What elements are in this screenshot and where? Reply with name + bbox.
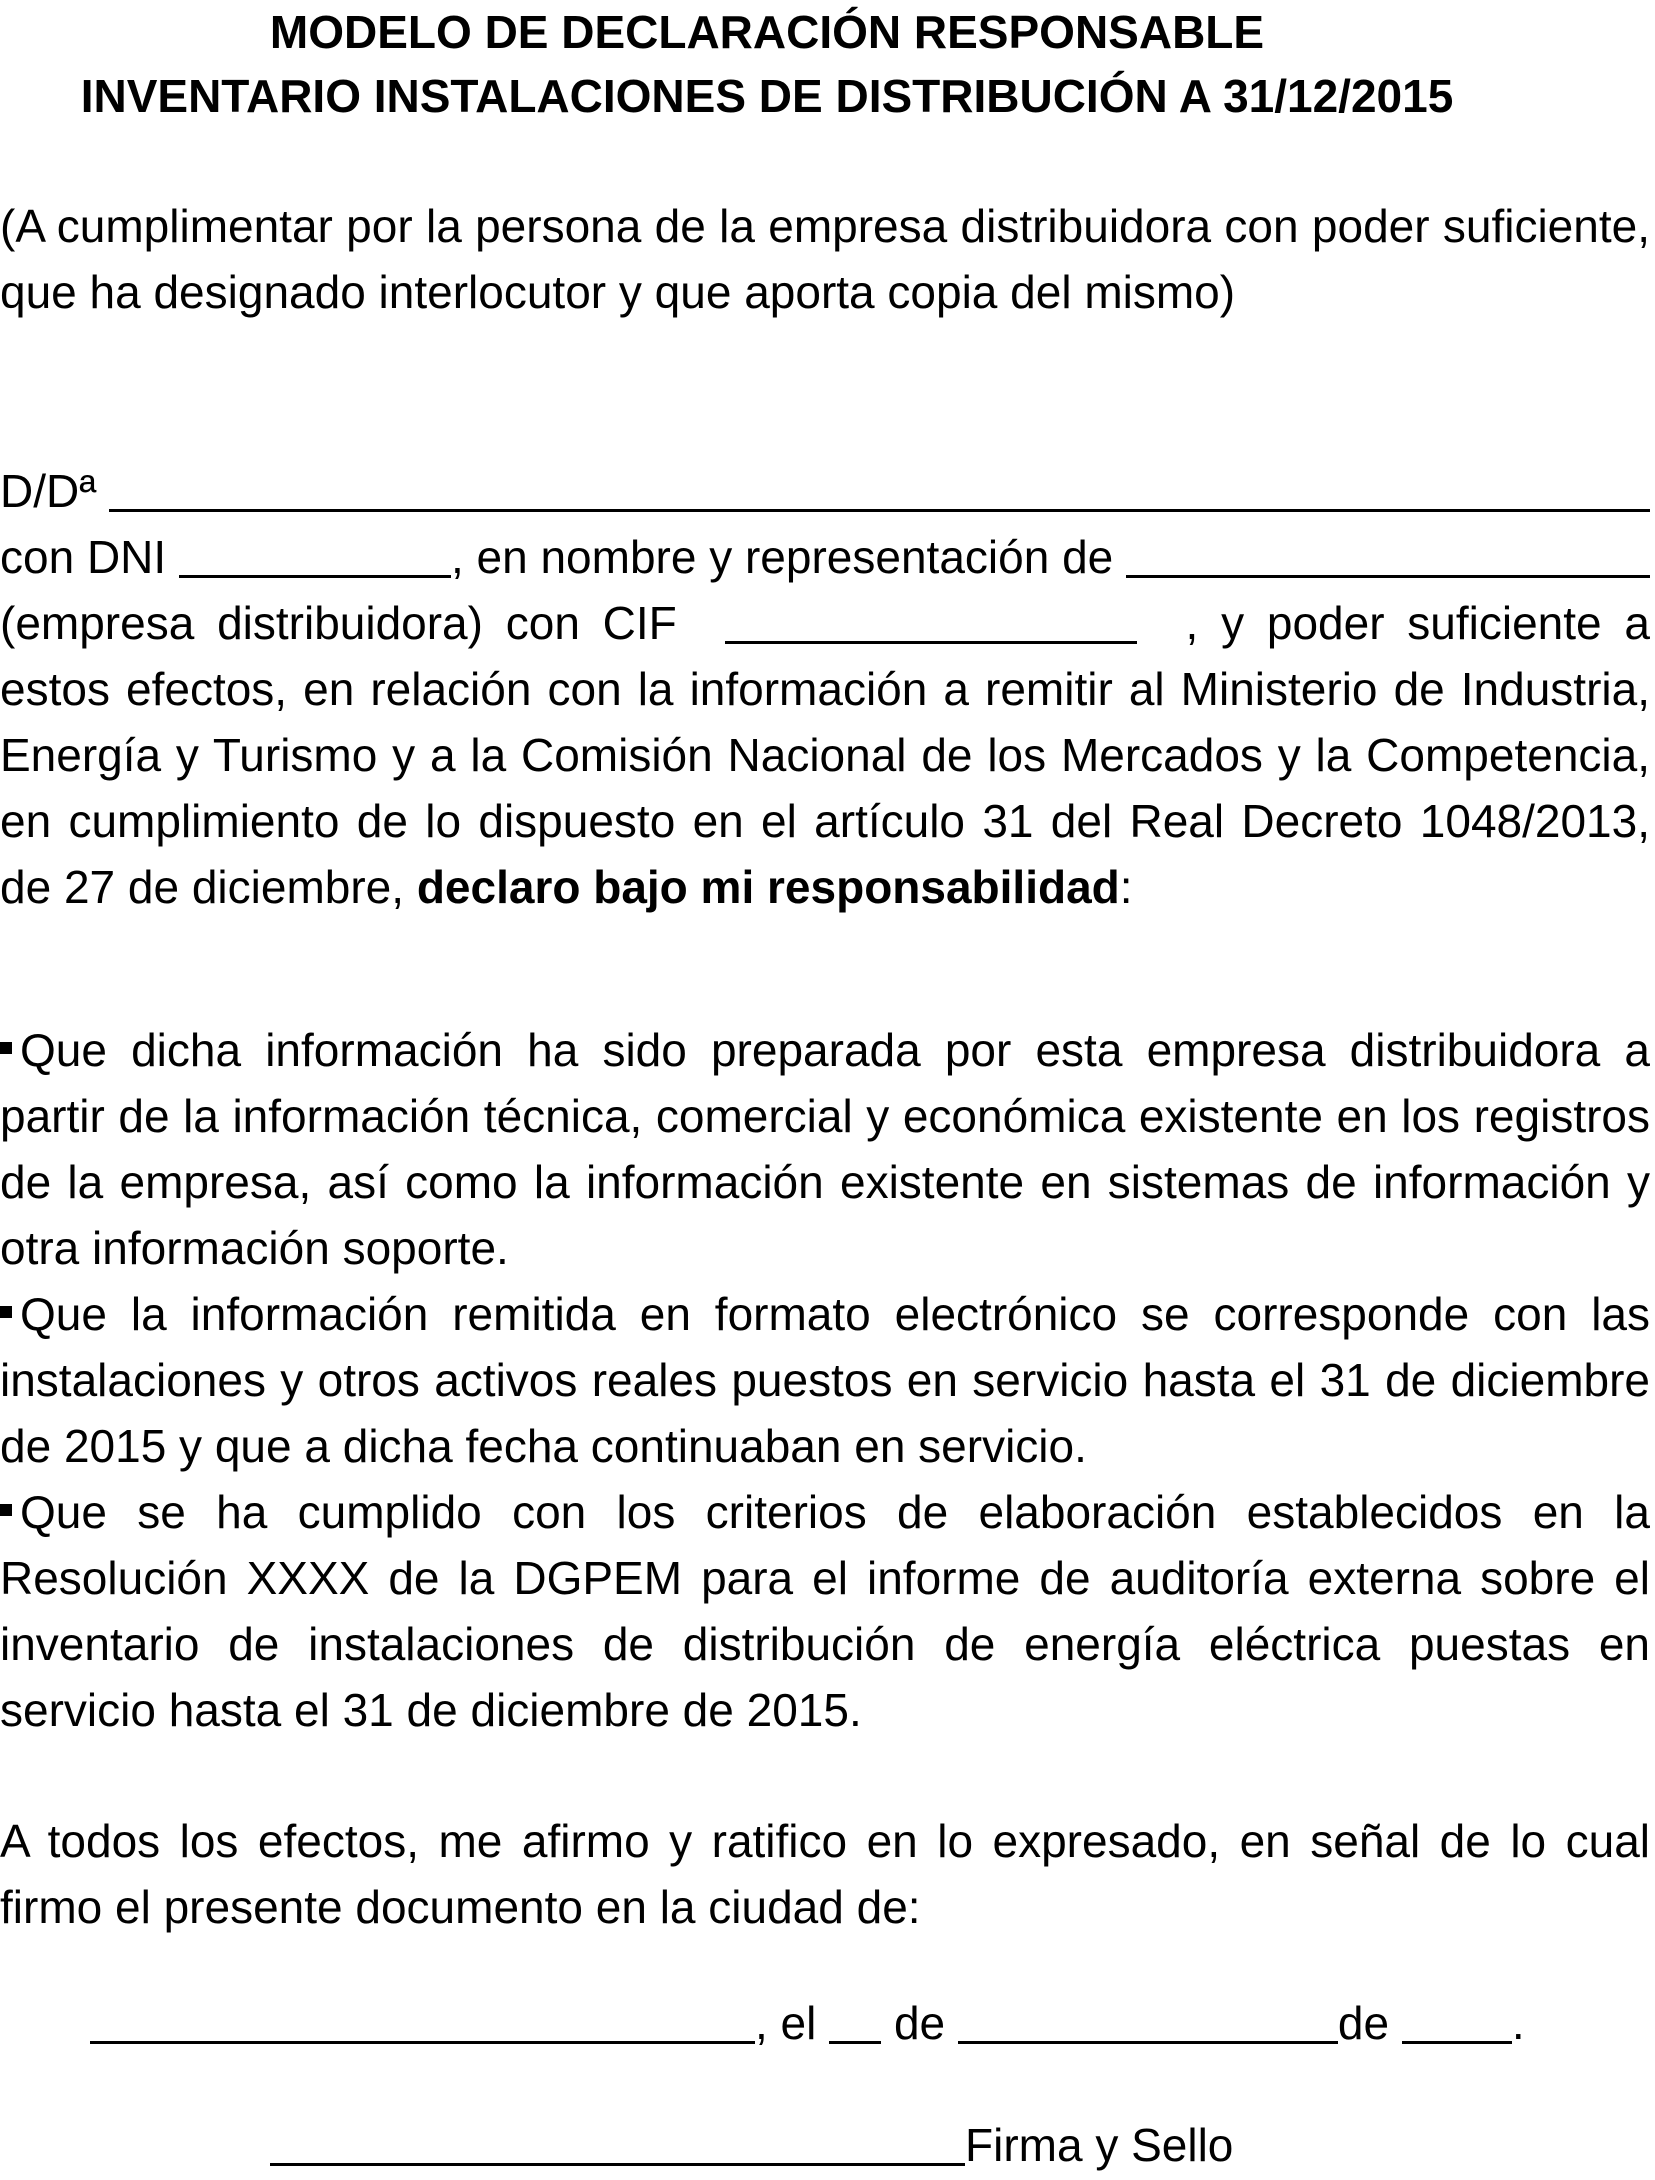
month-blank-field[interactable] [958,1995,1338,2044]
declaration-body-text: estos efectos, en relación con la información a remitir al Ministerio de Industria, Energía y Turismo y a la Comisión Nacional de los Mercados y la Competencia, en cumplimiento de lo dispuesto en el artículo 31 del Real Decreto 1048/2013, de 27 de diciembre, [0,663,1650,913]
name-row [0,458,1650,524]
dni-label: con DNI [0,531,167,583]
document-title-line-1: MODELO DE DECLARACIÓN RESPONSABLE [269,6,1265,58]
place-date-line [90,1990,1570,2056]
signature-label: Firma y Sello [965,2119,1234,2171]
dni-blank-field[interactable] [179,529,451,578]
declaration-end-colon: : [1119,861,1133,913]
square-bullet-icon [0,1504,12,1516]
name-blank-field[interactable] [109,463,1650,512]
dni-row [0,524,1650,590]
el-text: , el [755,1997,817,2049]
signature-blank-field[interactable] [270,2117,965,2166]
day-blank-field[interactable] [829,1995,881,2044]
company-cif-label: (empresa distribuidora) con CIF [0,597,677,649]
closing-statement: A todos los efectos, me afirmo y ratifico en lo expresado, en señal de lo cual firmo el presente documento en la ciudad de: [0,1815,1650,1933]
declaration-bullet-list [0,1017,1650,1743]
cif-suffix: , y poder suficiente a [1185,597,1650,649]
list-item [0,1479,1650,1743]
company-name-blank-field[interactable] [1126,529,1650,578]
cif-blank-field[interactable] [725,595,1137,644]
declaration-bold-text: declaro bajo mi responsabilidad [416,861,1120,913]
bullet-text: Que dicha información ha sido preparada por esta empresa distribuidora a partir de la información técnica, comercial y económica existente en los registros de la empresa, así como la información existente en sistemas de información y otra información soporte. [0,1024,1650,1274]
de-text-1: de [893,1997,946,2049]
list-item [0,1281,1650,1479]
document-title-line-2: INVENTARIO INSTALACIONES DE DISTRIBUCIÓN A 31/12/2015 [80,70,1454,122]
representation-text: , en nombre y representación de [450,531,1114,583]
list-item [0,1017,1650,1281]
square-bullet-icon [0,1306,12,1318]
bullet-text: Que se ha cumplido con los criterios de elaboración establecidos en la Resolución XXXX de la DGPEM para el informe de auditoría externa sobre el inventario de instalaciones de distribución de energía eléctrica puestas en servicio hasta el 31 de diciembre de 2015. [0,1486,1650,1736]
declaration-body [0,656,1650,920]
name-label: D/Dª [0,465,97,517]
year-blank-field[interactable] [1402,1995,1512,2044]
date-end-period: . [1511,1997,1525,2049]
cif-row [0,590,1650,656]
city-blank-field[interactable] [90,1995,755,2044]
de-text-2: de [1337,1997,1390,2049]
intro-instructions: (A cumplimentar por la persona de la empresa distribuidora con poder suficiente, que ha designado interlocutor y que aporta copia del mismo) [0,200,1650,318]
bullet-text: Que la información remitida en formato electrónico se corresponde con las instalaciones y otros activos reales puestos en servicio hasta el 31 de diciembre de 2015 y que a dicha fecha continuaban en servicio. [0,1288,1650,1472]
square-bullet-icon [0,1042,12,1054]
signature-line [270,2112,1233,2178]
declarant-form [0,458,1650,920]
document-header [0,0,1534,128]
